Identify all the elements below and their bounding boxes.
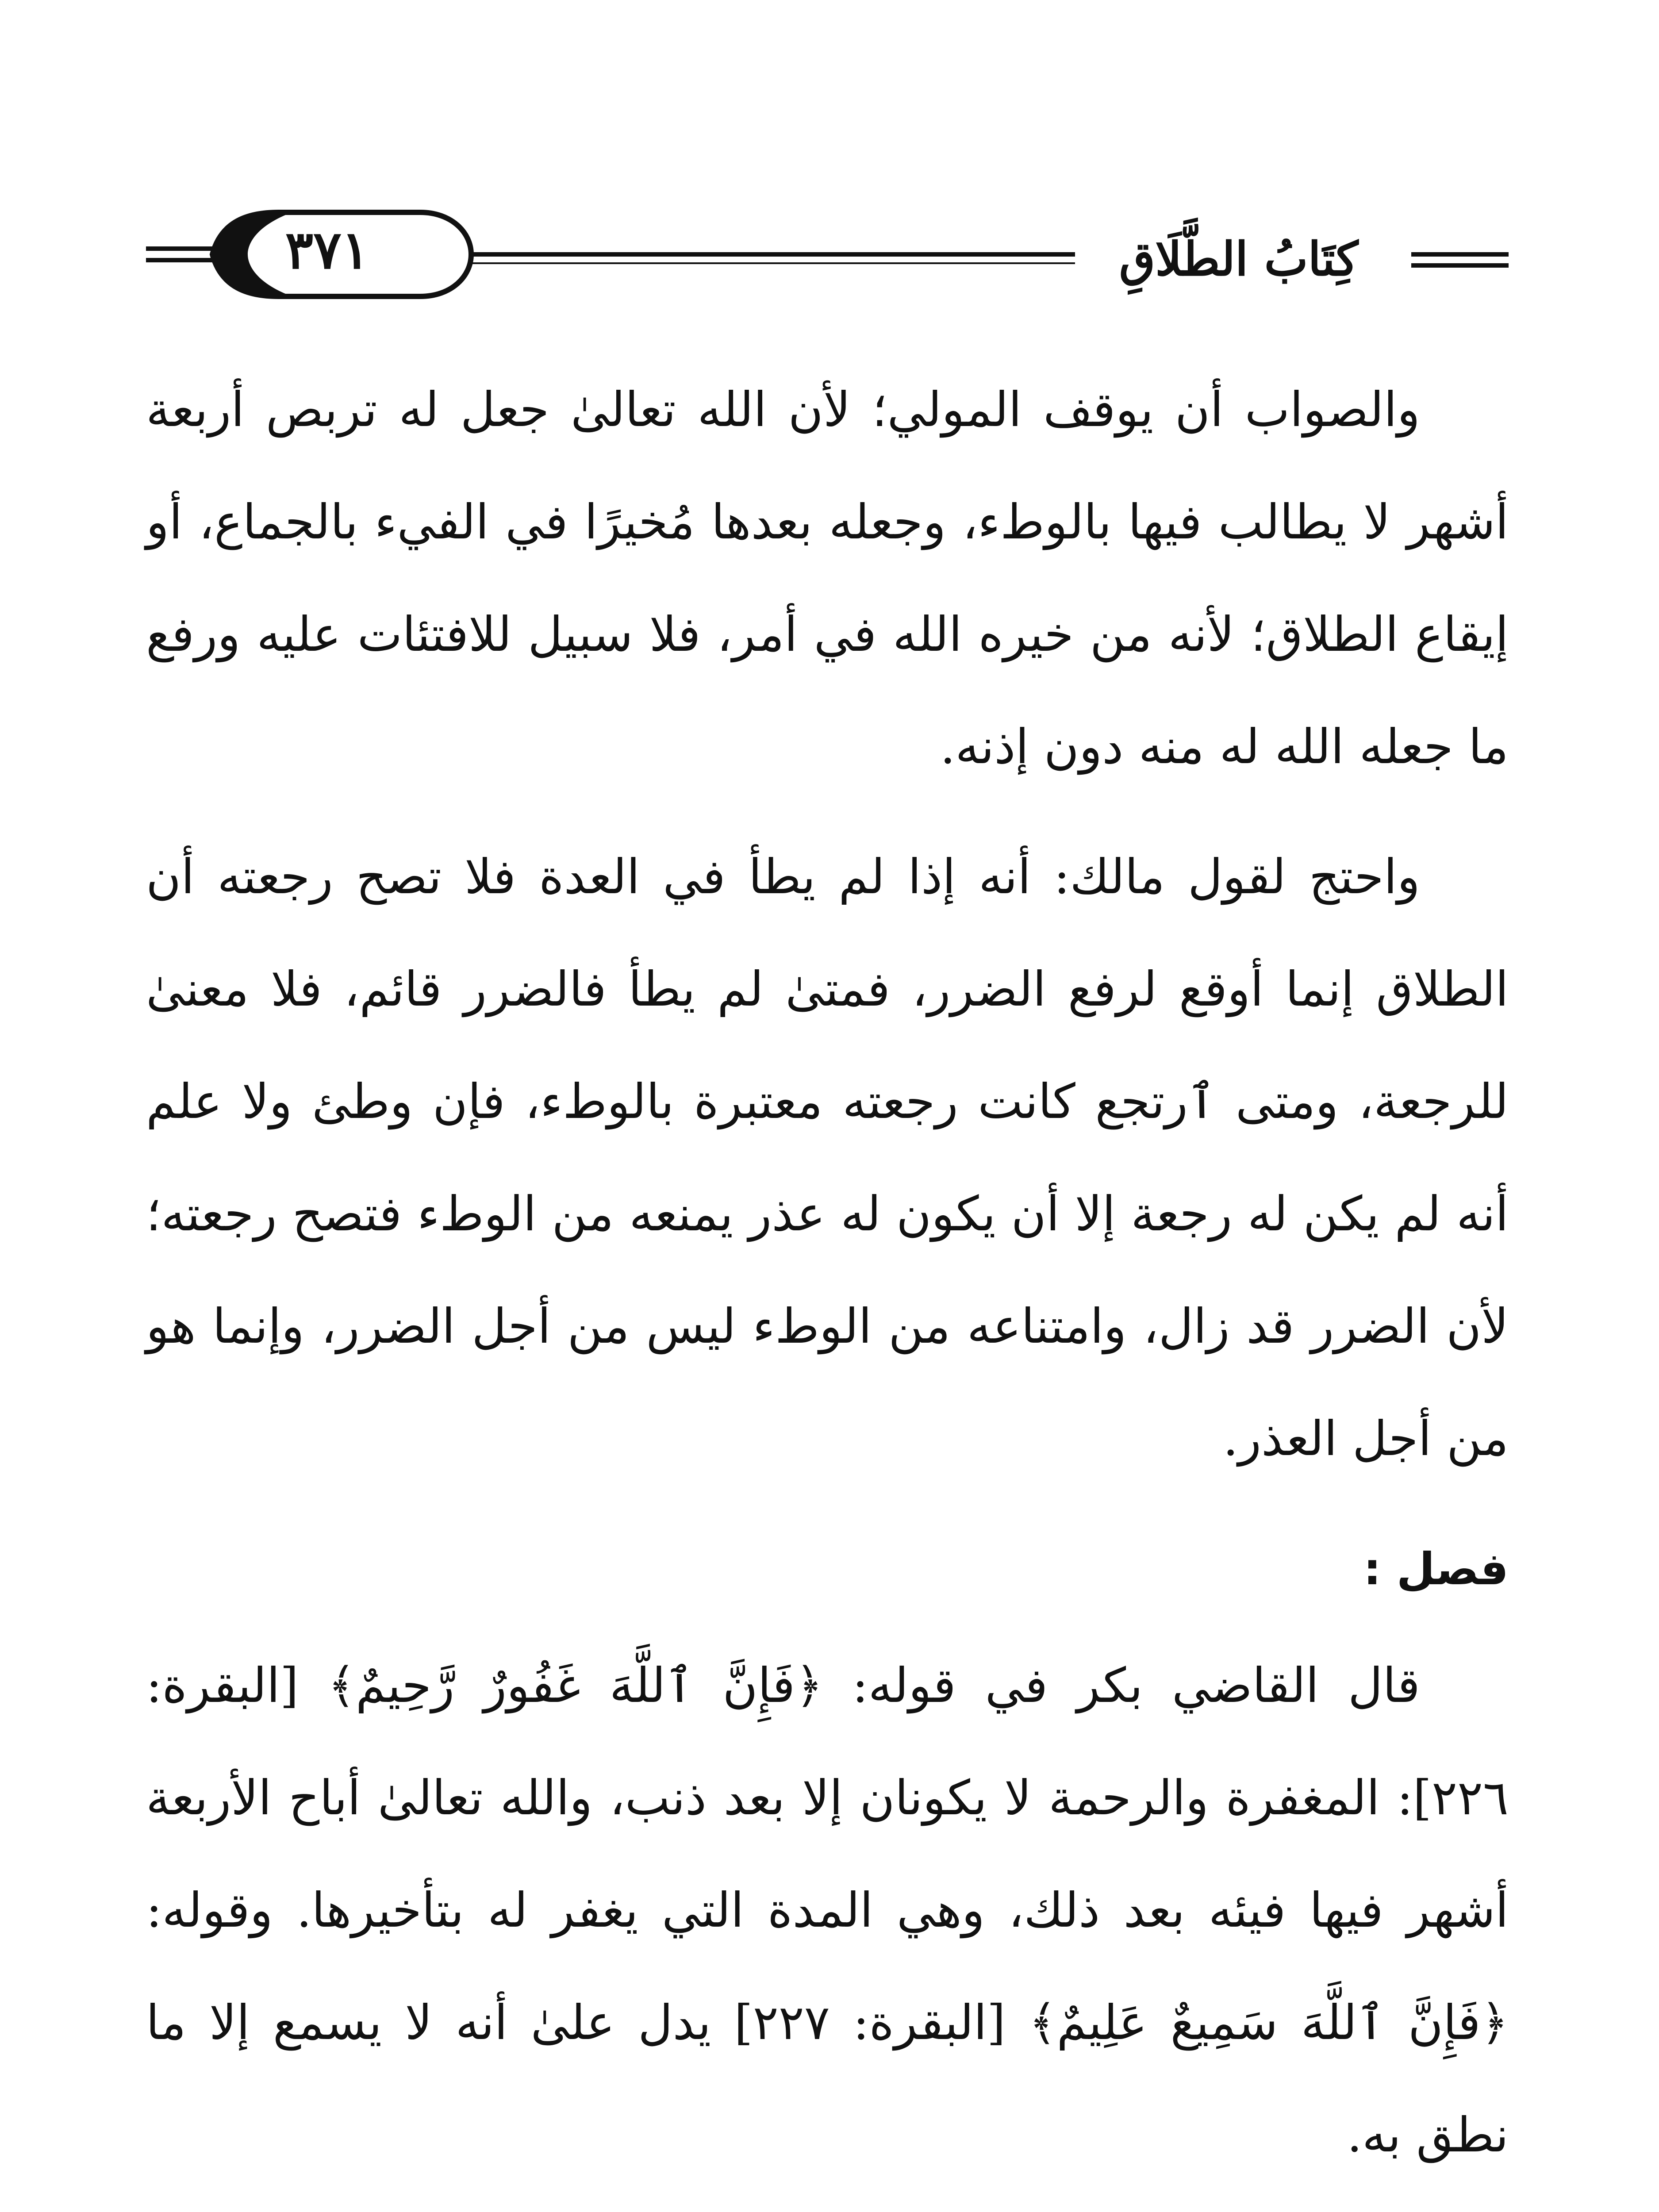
page-body xyxy=(146,354,1509,2212)
page-header xyxy=(146,208,1509,301)
running-head-title: كِتَابُ الطَّلَاقِ xyxy=(1084,226,1394,292)
paragraph-2: واحتج لقول مالك: أنه إذا لم يطأ في العدة فلا تصح رجعته أن الطلاق إنما أوقع لرفع الضرر، فمتىٰ لم يطأ فالضرر قائم، فلا معنىٰ للرجعة، ومتى ٱرتجع كانت رجعته معتبرة بالوطء، فإن وطئ ولا علم أنه لم يكن له رجعة إلا أن يكون له عذر يمنعه من الوطء فتصح رجعته؛ لأن الضرر قد زال، وامتناعه من الوطء ليس من أجل الضرر، وإنما هو من أجل العذر. xyxy=(146,849,1509,1467)
paragraph-1: والصواب أن يوقف المولي؛ لأن الله تعالىٰ جعل له تربص أربعة أشهر لا يطالب فيها بالوطء، وجعله بعدها مُخيرًا في الفيء بالجماع، أو إيقاع الطلاق؛ لأنه من خيره الله في أمر، فلا سبيل للافتئات عليه ورفع ما جعله الله له منه دون إذنه. xyxy=(146,382,1509,775)
paragraph-3: قال القاضي بكر في قوله: ﴿فَإِنَّ ٱللَّهَ غَفُورٌ رَّحِيمٌ﴾ [البقرة: ٢٢٦]: المغفرة والرحمة لا يكونان إلا بعد ذنب، والله تعالىٰ أباح الأربعة أشهر فيها فيئه بعد ذلك، وهي المدة التي يغفر له بتأخيرها. وقوله: ﴿فَإِنَّ ٱللَّهَ سَمِيعٌ عَلِيمٌ﴾ [البقرة: ٢٢٧] يدل علىٰ أنه لا يسمع إلا ما نطق به. xyxy=(146,1658,1509,2163)
page-number: ٣٧١ xyxy=(285,219,370,280)
section-heading-fasl: فصل : xyxy=(1363,1543,1509,1595)
branch-heading-far xyxy=(146,2192,1509,2212)
